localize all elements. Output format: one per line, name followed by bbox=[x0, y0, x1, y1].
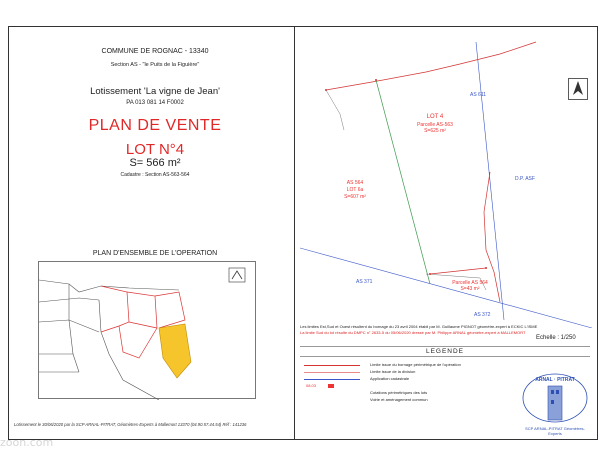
lot4-area: S=625 m² bbox=[424, 128, 446, 134]
overview-drawing bbox=[39, 262, 257, 400]
boundary-north bbox=[326, 42, 536, 90]
legend-swatch bbox=[304, 379, 360, 380]
cadastre-ref: Cadastre : Section AS-563-564 bbox=[120, 172, 190, 178]
lot4-parcel: Parcelle AS-563 bbox=[417, 122, 453, 128]
commune-title: COMMUNE DE ROGNAC - 13340 bbox=[101, 48, 209, 55]
survey-mark bbox=[325, 89, 327, 91]
legend-row bbox=[304, 376, 504, 383]
legend-label: Cotations périmétriques des lots bbox=[370, 390, 428, 395]
plan-title: PLAN DE VENTE bbox=[88, 117, 222, 134]
dp-label: D.P. ASF bbox=[515, 176, 535, 182]
legend-swatch bbox=[304, 365, 360, 366]
survey-mark bbox=[485, 267, 487, 269]
legend-row bbox=[304, 383, 504, 390]
survey-mark bbox=[375, 79, 377, 81]
legend-swatch bbox=[304, 372, 360, 373]
legend-row bbox=[304, 362, 504, 369]
overview-north-arrow bbox=[229, 268, 245, 282]
legend-row bbox=[304, 390, 504, 397]
logo-title: ARNAL · PITRAT bbox=[535, 377, 575, 383]
as611-label: AS 611 bbox=[470, 92, 487, 98]
survey-mark bbox=[429, 273, 431, 275]
scale-label: Echelle : 1/250 bbox=[536, 335, 576, 341]
watermark: zoon.com bbox=[0, 436, 54, 449]
legend-label: Voirie et aménagement commun bbox=[370, 397, 428, 402]
legend-label: Limite issue de la division bbox=[370, 369, 416, 374]
lot-title: LOT N°4 bbox=[125, 141, 185, 158]
lot4-name: LOT 4 bbox=[426, 114, 444, 120]
boundary-south-segment bbox=[430, 268, 486, 274]
note-line-2: La limite Sud du lot résulte du DMPC n° 2633-5 du 05/06/2020 dressé par M. Philippe ARNAL géomètre-expert à MALLEMORT bbox=[300, 329, 526, 335]
overview-road-line bbox=[39, 280, 179, 292]
sheet-divider bbox=[294, 26, 295, 440]
legend-row bbox=[304, 397, 504, 404]
legend bbox=[304, 362, 504, 404]
survey-notes bbox=[300, 324, 590, 335]
section-subtitle: Section AS - "le Puits de la Figuière" bbox=[110, 62, 200, 68]
overview-title: PLAN D'ENSEMBLE DE L'OPERATION bbox=[92, 250, 218, 257]
legend-title: LEGENDE bbox=[300, 346, 590, 357]
lot6a-label: LOT 6a bbox=[346, 187, 364, 193]
pa-number: PA 013 081 14 F0002 bbox=[126, 100, 184, 106]
legend-code-label: 08.03 bbox=[306, 383, 317, 388]
as371-label: AS 371 bbox=[356, 279, 373, 285]
as564-label: AS 564 bbox=[346, 180, 364, 186]
as372-label: AS 372 bbox=[474, 312, 491, 318]
legend-label: Limite issue du bornage périmétrique de l'opération bbox=[370, 362, 461, 367]
lot6a-area: S=607 m² bbox=[344, 194, 366, 200]
logo-subtitle: SCP ARNAL-PITRAT Géomètres-Experts bbox=[525, 426, 585, 436]
legend-label: Application cadastrale bbox=[370, 376, 410, 381]
note-line-1: Les limites Est,Sud et Ouest résultent du bornage du 23 avril 2004 établi par M. Guillaume PIGNOT géomètre-expert à ECKIC L'ISME bbox=[300, 324, 538, 329]
north-arrow-icon bbox=[568, 78, 588, 100]
lot-4-highlight bbox=[159, 324, 191, 378]
parcelle-as564: Parcelle AS 564 bbox=[452, 280, 488, 286]
footer-note: Lotissement le 30/06/2020 par la SCP ARNAL-PITRAT, Géomètres-Experts à Mallemort 13370 (04.90.57.44.54) Réf : 141236 bbox=[14, 422, 247, 427]
overview-map bbox=[38, 261, 256, 399]
parcelle-as564-area: S=43 m² bbox=[460, 286, 480, 292]
division-line bbox=[376, 80, 430, 284]
legend-code bbox=[328, 384, 334, 388]
legend-row bbox=[304, 369, 504, 376]
lot-area: S= 566 m² bbox=[129, 157, 181, 169]
lotissement-name: Lotissement 'La vigne de Jean' bbox=[90, 86, 220, 97]
